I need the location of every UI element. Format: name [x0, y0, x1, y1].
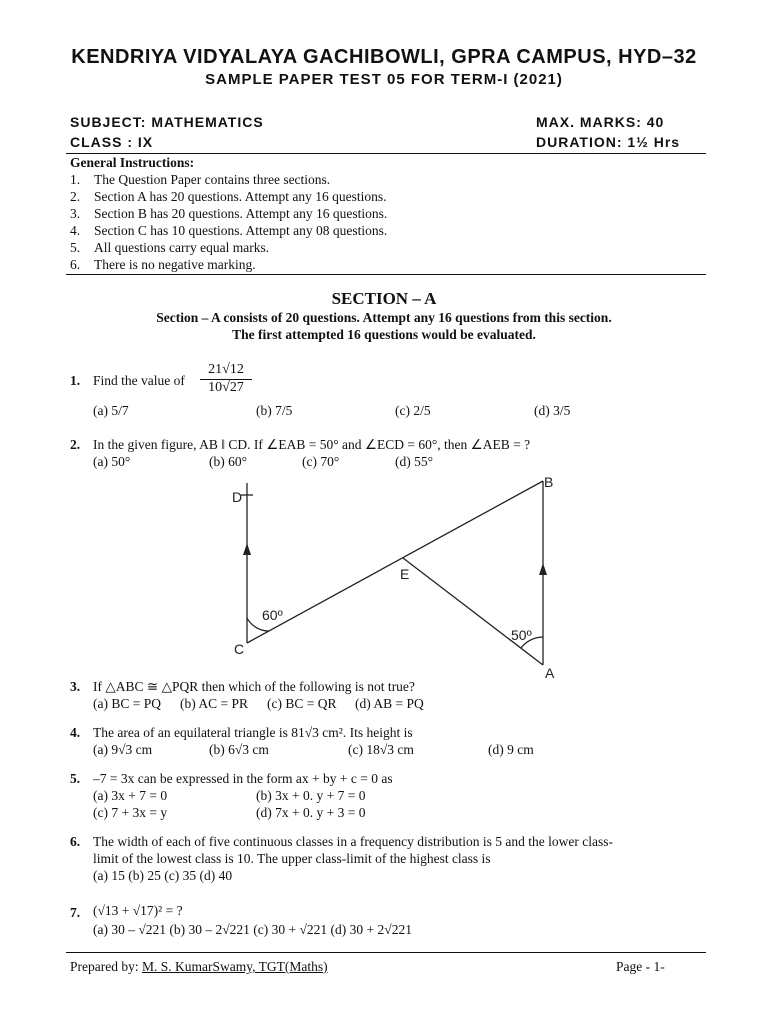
question-number: 4.: [70, 725, 81, 740]
option: (c) 18√3 cm: [348, 742, 414, 757]
subject-label: SUBJECT: MATHEMATICS: [70, 114, 264, 130]
duration-label: DURATION: 1½ Hrs: [536, 134, 681, 150]
max-marks-label: MAX. MARKS: 40: [536, 114, 665, 130]
question-text: The area of an equilateral triangle is 81√3 cm². Its height is: [93, 725, 413, 740]
option: (b) 3x + 0. y + 7 = 0: [256, 788, 366, 803]
general-instructions: [70, 154, 387, 273]
option: (c) 7 + 3x = y: [93, 805, 168, 820]
parallel-lines-figure: [225, 475, 585, 685]
instruction-item: 1. The Question Paper contains three sections.: [70, 172, 331, 187]
fraction: [200, 362, 252, 396]
arrow-ab-icon: [539, 563, 547, 575]
question-text: The width of each of five continuous classes in a frequency distribution is 5 and the lower class-: [93, 834, 613, 849]
option: (d) 55°: [395, 454, 434, 469]
option: (d) AB = PQ: [355, 696, 424, 711]
footer-credit: [70, 959, 328, 975]
class-label: CLASS : IX: [70, 134, 154, 150]
question-text-continued: limit of the lowest class is 10. The upper class-limit of the highest class is: [93, 851, 491, 866]
section-subtitle-2: The first attempted 16 questions would be evaluated.: [232, 327, 536, 342]
question-text: Find the value of: [93, 373, 185, 388]
footer-author: M. S. KumarSwamy, TGT(Maths): [141, 959, 328, 974]
instructions-rule: [66, 274, 706, 275]
option: (a) 9√3 cm: [93, 742, 153, 757]
option: (d) 7x + 0. y + 3 = 0: [256, 805, 366, 820]
option: (a) BC = PQ: [93, 696, 161, 711]
page-number: Page - 1-: [616, 959, 665, 974]
option: (d) 9 cm: [488, 742, 534, 757]
label-b: B: [544, 475, 554, 490]
question-text: In the given figure, AB ǁ CD. If ∠EAB = 50° and ∠ECD = 60°, then ∠AEB = ?: [93, 437, 531, 452]
label-e: E: [400, 566, 410, 582]
question-number: 5.: [70, 771, 81, 786]
option: (a) 5/7: [93, 403, 129, 418]
question-number: 6.: [70, 834, 81, 849]
option: (d) 3/5: [534, 403, 571, 418]
angle-a-label: 50º: [511, 627, 532, 643]
instructions-heading: General Instructions:: [70, 155, 195, 170]
option: (c) 70°: [302, 454, 340, 469]
option: (a) 3x + 7 = 0: [93, 788, 168, 803]
option: (c) 2/5: [395, 403, 431, 418]
question-text: –7 = 3x can be expressed in the form ax + by + c = 0 as: [93, 771, 393, 786]
footer-rule: [66, 952, 706, 953]
option: (b) 7/5: [256, 403, 293, 418]
question-number: 1.: [70, 373, 81, 388]
option: (c) BC = QR: [267, 696, 337, 711]
arrow-cd-icon: [243, 543, 251, 555]
option: (a) 50°: [93, 454, 131, 469]
test-title: SAMPLE PAPER TEST 05 FOR TERM-I (2021): [205, 71, 563, 88]
line-ea: [403, 558, 543, 665]
fraction-numerator: 21√12: [200, 362, 252, 380]
question-number: 7.: [70, 905, 81, 920]
angle-c-label: 60º: [262, 607, 283, 623]
label-d: D: [232, 489, 243, 505]
line-cb: [247, 481, 543, 643]
question-number: 3.: [70, 679, 81, 694]
footer-prefix: Prepared by:: [70, 959, 139, 974]
option: (a) 30 – √221 (b) 30 – 2√221 (c) 30 + √221 (d) 30 + 2√221: [93, 922, 412, 937]
option: (b) AC = PR: [180, 696, 249, 711]
option: (a) 15 (b) 25 (c) 35 (d) 40: [93, 868, 233, 883]
fraction-denominator: 10√27: [208, 380, 244, 395]
section-title: SECTION – A: [331, 289, 437, 308]
school-title: KENDRIYA VIDYALAYA GACHIBOWLI, GPRA CAMPUS, HYD–32: [71, 46, 697, 68]
label-a: A: [545, 665, 555, 681]
question-number: 2.: [70, 437, 81, 452]
instruction-item: 6. There is no negative marking.: [70, 257, 256, 272]
question-text: If △ABC ≅ △PQR then which of the following is not true?: [93, 679, 415, 694]
instruction-item: 5. All questions carry equal marks.: [70, 240, 270, 255]
instruction-item: 4. Section C has 10 questions. Attempt any 08 questions.: [70, 223, 388, 238]
section-subtitle-1: Section – A consists of 20 questions. Attempt any 16 questions from this section.: [156, 310, 612, 325]
label-c: C: [234, 641, 245, 657]
option: (b) 60°: [209, 454, 248, 469]
option: (b) 6√3 cm: [209, 742, 269, 757]
question-text: (√13 + √17)² = ?: [93, 903, 183, 918]
instruction-item: 3. Section B has 20 questions. Attempt any 16 questions.: [70, 206, 388, 221]
instruction-item: 2. Section A has 20 questions. Attempt any 16 questions.: [70, 189, 387, 204]
